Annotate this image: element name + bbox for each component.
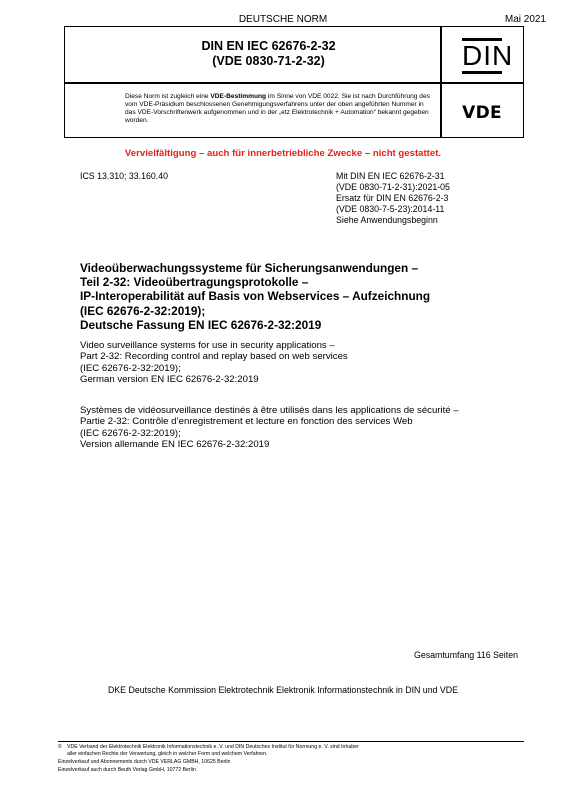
title-french — [80, 405, 540, 451]
vde-note-bold: VDE-Bestimmung — [210, 93, 267, 100]
title-english-line: German version EN IEC 62676-2-32:2019 — [80, 374, 259, 386]
page-count: Gesamtumfang 116 Seiten — [414, 650, 518, 660]
vde-box — [64, 82, 524, 138]
standard-number — [125, 39, 412, 69]
title-french-line: (IEC 62676-2-32:2019); — [80, 427, 181, 439]
title-german-line: (IEC 62676-2-32:2019); — [80, 303, 206, 318]
standard-number-line2: (VDE 0830-71-2-32) — [212, 54, 325, 68]
title-german-line: IP-Interoperabilität auf Basis von Webservices – Aufzeichnung — [80, 289, 431, 304]
relation-line: Siehe Anwendungsbeginn — [336, 215, 438, 225]
title-english-line: Part 2-32: Recording control and replay based on web services — [80, 351, 348, 363]
relation-line: Ersatz für DIN EN 62676-2-3 — [336, 193, 449, 203]
issue-date: Mai 2021 — [504, 14, 546, 25]
title-french-line: Version allemande EN IEC 62676-2-32:2019 — [80, 439, 270, 451]
sales-line-1: Einzelverkauf und Abonnements durch VDE VERLAG GMBH, 10625 Berlin — [58, 758, 231, 765]
title-german-line: Teil 2-32: Videoübertragungsprotokolle – — [80, 275, 309, 290]
title-english-line: Video surveillance systems for use in security applications – — [80, 340, 335, 351]
din-logo — [462, 38, 514, 74]
relation-line: Mit DIN EN IEC 62676-2-31 — [336, 171, 445, 181]
vde-regulation-note — [125, 93, 431, 125]
title-box-divider — [440, 27, 442, 83]
standard-number-line1: DIN EN IEC 62676-2-32 — [201, 39, 336, 53]
title-english-line: (IEC 62676-2-32:2019); — [80, 362, 181, 374]
din-logo-text: DIN — [462, 40, 514, 71]
vde-note-part2: im Sinne von VDE 0022. Sie ist nach Durchführung des vom VDE-Präsidium beschlossenen Genehmigungsverfahrens unter der oben angeführten Nummer in das VDE-Vorschriftenwerk aufgenommen und in der „etz Elektrotechnik + Automation“ bekannt gegeben worden. — [125, 93, 430, 125]
title-english — [80, 340, 530, 386]
vde-logo: VDE — [462, 103, 502, 123]
ics-codes: ICS 13.310; 33.160.40 — [80, 171, 169, 181]
dke-committee-line: DKE Deutsche Kommission Elektrotechnik Elektronik Informationstechnik in DIN und VDE — [107, 685, 459, 695]
document-type-label: DEUTSCHE NORM — [238, 14, 328, 25]
sales-line-2: Einzelverkauf auch durch Beuth Verlag GmbH, 10772 Berlin — [58, 766, 196, 773]
title-german — [80, 261, 520, 332]
related-standards — [336, 171, 450, 226]
title-french-line: Partie 2-32: Contrôle d’enregistrement et lecture en fonction des services Web — [80, 416, 413, 428]
vde-note-part1: Diese Norm ist zugleich eine — [125, 93, 211, 100]
title-german-line: Videoüberwachungssysteme für Sicherungsanwendungen – — [80, 261, 419, 275]
din-logo-bottom-bar — [462, 71, 502, 74]
relation-line: (VDE 0830-7-5-23):2014-11 — [336, 204, 445, 214]
copyright-text-2: aller einfachen Rechte der Verwertung, gleich in welcher Form und welchem Verfahren. — [67, 750, 268, 757]
copyright-text-1: VDE Verband der Elektrotechnik Elektronik Informationstechnik e. V. und DIN Deutsches Institut für Normung e. V. sind Inhaber — [67, 744, 359, 750]
footer — [58, 744, 524, 773]
title-french-line: Systèmes de vidéosurveillance destinés à être utilisés dans les applications de sécurité – — [80, 405, 459, 416]
vde-box-divider — [440, 83, 442, 137]
title-german-line: Deutsche Fassung EN IEC 62676-2-32:2019 — [80, 317, 322, 332]
relation-line: (VDE 0830-71-2-31):2021-05 — [336, 182, 450, 192]
copy-warning: Vervielfältigung – auch für innerbetriebliche Zwecke – nicht gestattet. — [124, 148, 442, 159]
copyright-symbol: © — [58, 744, 62, 750]
title-box — [64, 26, 524, 84]
footer-divider — [58, 741, 524, 742]
